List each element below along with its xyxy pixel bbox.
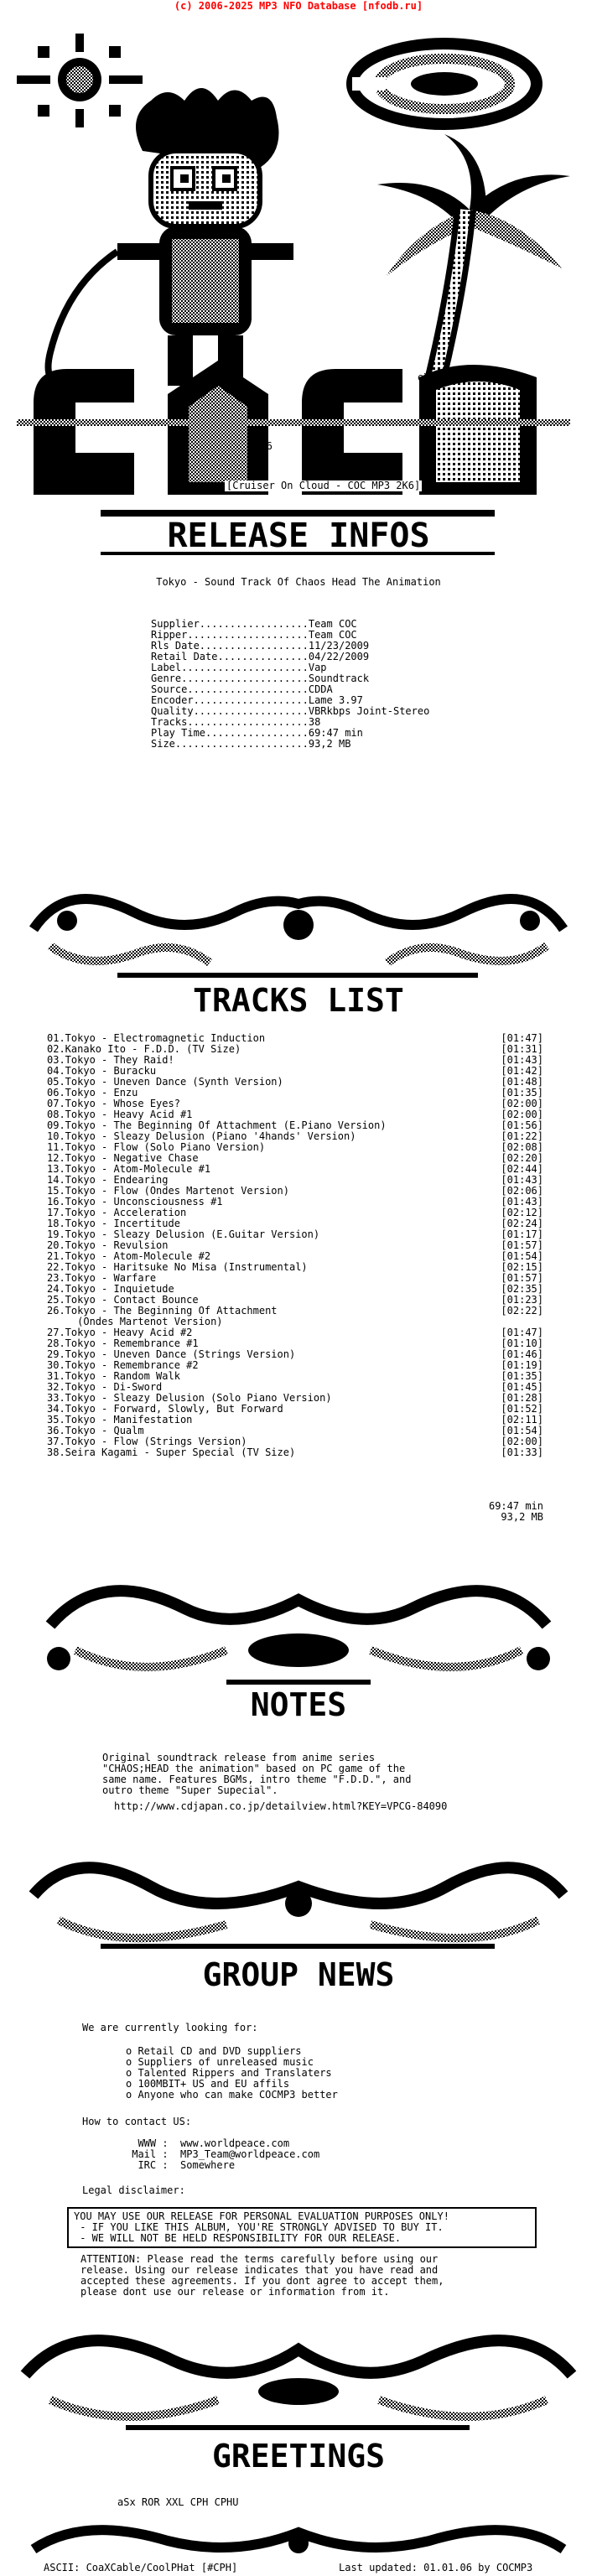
contact-row: Mail : MP3_Team@worldpeace.com (126, 2148, 320, 2160)
track-title: 33.Tokyo - Sleazy Delusion (Solo Piano Version) (47, 1392, 332, 1404)
track-time: [02:00] (501, 1436, 543, 1447)
track-time: [02:15] (501, 1261, 543, 1273)
track-title: 16.Tokyo - Unconsciousness #1 (47, 1196, 223, 1208)
track-time: [02:00] (501, 1098, 543, 1109)
notes-heading: NOTES (250, 1686, 347, 1723)
swirl-logo-icon (352, 44, 537, 124)
scroll-ornament-icon (25, 2340, 572, 2417)
release-info-row: Play Time.................69:47 min (151, 727, 363, 739)
track-time: [01:45] (501, 1381, 543, 1393)
contact-row: IRC : Somewhere (126, 2159, 236, 2171)
looking-for-item: o Retail CD and DVD suppliers (126, 2045, 302, 2057)
track-time: [01:23] (501, 1294, 543, 1306)
looking-for-item: o 100MBIT+ US and EU affils (126, 2078, 290, 2090)
track-time: [01:56] (501, 1119, 543, 1131)
track-title: 11.Tokyo - Flow (Solo Piano Version) (47, 1141, 266, 1153)
figure-icon (49, 88, 294, 386)
track-title: 36.Tokyo - Qualm (47, 1425, 144, 1436)
track-title: 38.Seira Kagami - Super Special (TV Size) (47, 1446, 296, 1458)
track-title: 31.Tokyo - Random Walk (47, 1370, 180, 1382)
looking-for-list (126, 2046, 545, 2101)
track-title: 37.Tokyo - Flow (Strings Version) (47, 1436, 247, 1447)
tracks-list-heading: TRACKS LIST (193, 982, 404, 1019)
footer-ascii-credit: ASCII: CoaXCable/CoolPHat [#CPH] (44, 2562, 238, 2573)
notes-ornament-art (0, 1566, 597, 1734)
attention-line: ATTENTION: Please read the terms carefully before using our (80, 2253, 439, 2265)
legal-heading: Legal disclaimer: (82, 2184, 185, 2196)
track-title: 22.Tokyo - Haritsuke No Misa (Instrumental) (47, 1261, 308, 1273)
track-time: [01:19] (501, 1359, 543, 1371)
track-title: 29.Tokyo - Uneven Dance (Strings Version) (47, 1348, 296, 1360)
coc-logo-icon (17, 361, 570, 495)
track-time: [02:20] (501, 1152, 543, 1164)
scroll-ornament-icon (47, 1591, 550, 1670)
track-time: [01:52] (501, 1403, 543, 1415)
track-time: [01:48] (501, 1076, 543, 1088)
attention-line: accepted these agreements. If you dont agree to accept them, (80, 2275, 444, 2287)
track-title: 25.Tokyo - Contact Bounce (47, 1294, 199, 1306)
greetings-names: aSx ROR XXL CPH CPHU (117, 2496, 239, 2508)
release-info-row: Quality...................VBRkbps Joint-Stereo (151, 705, 430, 717)
release-info-row: Tracks....................38 (151, 716, 321, 728)
track-time: [01:22] (501, 1130, 543, 1142)
looking-for-heading: We are currently looking for: (82, 2022, 258, 2033)
attention-text (80, 2254, 550, 2298)
release-info-list (151, 619, 503, 750)
credit-label: eXc/CPH (418, 371, 460, 383)
greetings-ornament-art (0, 2308, 597, 2484)
track-title: 08.Tokyo - Heavy Acid #1 (47, 1109, 193, 1120)
notes-line: Original soundtrack release from anime series (102, 1752, 376, 1763)
release-info-row: Ripper....................Team COC (151, 629, 357, 641)
release-info-row: Encoder...................Lame 3.97 (151, 694, 363, 706)
track-time: [01:35] (501, 1087, 543, 1098)
notes-url[interactable]: http://www.cdjapan.co.jp/detailview.html?KEY=VPCG-84090 (114, 1800, 448, 1812)
palm-tree-icon (377, 134, 570, 394)
track-title: 35.Tokyo - Manifestation (47, 1414, 193, 1426)
tracks-ornament-art (0, 879, 597, 1021)
track-time: [02:35] (501, 1283, 543, 1295)
track-time: [02:24] (501, 1218, 543, 1229)
track-time: [02:00] (501, 1109, 543, 1120)
track-time: [02:11] (501, 1414, 543, 1426)
track-title: 17.Tokyo - Acceleration (47, 1207, 187, 1218)
track-time: [01:43] (501, 1054, 543, 1066)
group-news-ornament-art (0, 1845, 597, 2004)
footer-updated: Last updated: 01.01.06 by COCMP3 (339, 2562, 533, 2573)
scroll-ornament-icon (34, 1867, 563, 1938)
track-list (47, 1033, 543, 1458)
notes-text (102, 1753, 572, 1796)
looking-for-item: o Talented Rippers and Translaters (126, 2067, 332, 2079)
track-title: 21.Tokyo - Atom-Molecule #2 (47, 1250, 211, 1262)
notes-line: "CHAOS;HEAD the animation" based on PC game of the (102, 1763, 406, 1774)
release-info-row: Source....................CDDA (151, 683, 333, 695)
track-time: [01:57] (501, 1272, 543, 1284)
track-title: 28.Tokyo - Remembrance #1 (47, 1337, 199, 1349)
greetings-heading: GREETINGS (212, 2438, 385, 2475)
track-time: [01:33] (501, 1446, 543, 1458)
track-title: 19.Tokyo - Sleazy Delusion (E.Guitar Version) (47, 1228, 320, 1240)
release-info-row: Label.....................Vap (151, 662, 327, 673)
track-title: 32.Tokyo - Di-Sword (47, 1381, 163, 1393)
track-time: [02:08] (501, 1141, 543, 1153)
track-title: 12.Tokyo - Negative Chase (47, 1152, 199, 1164)
contact-list (126, 2138, 461, 2171)
track-title: 23.Tokyo - Warfare (47, 1272, 157, 1284)
year-label: 2006 (248, 440, 273, 452)
track-title: 24.Tokyo - Inquietude (47, 1283, 174, 1295)
track-title: 03.Tokyo - They Raid! (47, 1054, 174, 1066)
track-time: [01:47] (501, 1032, 543, 1044)
attention-line: please dont use our release or information from it. (80, 2286, 390, 2298)
track-title: 09.Tokyo - The Beginning Of Attachment (E.Piano Version) (47, 1119, 387, 1131)
track-time: [01:42] (501, 1065, 543, 1077)
track-time: [01:57] (501, 1239, 543, 1251)
ascii-art-logo (0, 25, 597, 495)
track-title: 07.Tokyo - Whose Eyes? (47, 1098, 180, 1109)
track-title: 02.Kanako Ito - F.D.D. (TV Size) (47, 1043, 241, 1055)
track-time: [01:28] (501, 1392, 543, 1404)
total-size: 93,2 MB (501, 1511, 543, 1523)
track-title: 05.Tokyo - Uneven Dance (Synth Version) (47, 1076, 283, 1088)
release-info-row: Size......................93,2 MB (151, 738, 351, 750)
scroll-ornament-icon (34, 899, 563, 963)
disclaimer-box (67, 2207, 537, 2248)
release-infos-heading-art (0, 503, 597, 562)
track-time: [01:47] (501, 1327, 543, 1338)
release-info-row: Retail Date...............04/22/2009 (151, 651, 370, 662)
notes-line: same name. Features BGMs, intro theme "F.D.D.", and (102, 1774, 412, 1785)
track-title: 18.Tokyo - Incertitude (47, 1218, 180, 1229)
track-time: [01:35] (501, 1370, 543, 1382)
track-title: 10.Tokyo - Sleazy Delusion (Piano '4hands' Version) (47, 1130, 356, 1142)
total-time: 69:47 min (488, 1500, 543, 1512)
footer-ornament-art (0, 2520, 597, 2562)
track-time: [01:46] (501, 1348, 543, 1360)
track-title: (Ondes Martenot Version) (47, 1316, 223, 1327)
tagline: [Cruiser On Cloud - COC MP3 2K6] (226, 480, 421, 491)
track-time: [02:22] (501, 1305, 543, 1317)
track-time: [01:17] (501, 1228, 543, 1240)
group-news-heading: GROUP NEWS (202, 1956, 395, 1993)
track-title: 14.Tokyo - Endearing (47, 1174, 169, 1186)
track-row (47, 1447, 543, 1458)
track-time: [01:43] (501, 1196, 543, 1208)
track-title: 27.Tokyo - Heavy Acid #2 (47, 1327, 193, 1338)
track-title: 06.Tokyo - Enzu (47, 1087, 138, 1098)
track-time: [01:31] (501, 1043, 543, 1055)
track-time: [02:06] (501, 1185, 543, 1197)
disclaimer-line: YOU MAY USE OUR RELEASE FOR PERSONAL EVALUATION PURPOSES ONLY! (74, 2210, 449, 2222)
track-title: 04.Tokyo - Buracku (47, 1065, 157, 1077)
track-time: [02:44] (501, 1163, 543, 1175)
looking-for-item: o Anyone who can make COCMP3 better (126, 2089, 338, 2101)
contact-heading: How to contact US: (82, 2116, 192, 2127)
track-title: 13.Tokyo - Atom-Molecule #1 (47, 1163, 211, 1175)
looking-for-item: o Suppliers of unreleased music (126, 2056, 314, 2068)
notes-line: outro theme "Super Supecial". (102, 1784, 278, 1796)
track-time: [01:10] (501, 1337, 543, 1349)
copyright-header: (c) 2006-2025 MP3 NFO Database [nfodb.ru] (174, 0, 423, 12)
disclaimer-line: - WE WILL NOT BE HELD RESPONSIBILITY FOR OUR RELEASE. (74, 2232, 402, 2244)
track-time: [01:54] (501, 1250, 543, 1262)
sun-icon (17, 34, 143, 127)
release-title: Tokyo - Sound Track Of Chaos Head The Animation (156, 576, 441, 588)
release-info-row: Rls Date..................11/23/2009 (151, 640, 370, 652)
contact-row: WWW : www.worldpeace.com (126, 2137, 290, 2149)
release-infos-heading: RELEASE INFOS (167, 517, 430, 555)
release-info-row: Genre.....................Soundtrack (151, 673, 370, 684)
track-title: 15.Tokyo - Flow (Ondes Martenot Version) (47, 1185, 289, 1197)
track-title: 30.Tokyo - Remembrance #2 (47, 1359, 199, 1371)
track-time: [01:43] (501, 1174, 543, 1186)
track-title: 20.Tokyo - Revulsion (47, 1239, 169, 1251)
track-time: [02:12] (501, 1207, 543, 1218)
disclaimer-line: - IF YOU LIKE THIS ALBUM, YOU'RE STRONGLY ADVISED TO BUY IT. (74, 2221, 444, 2233)
release-info-row: Supplier..................Team COC (151, 618, 357, 630)
track-time: [01:54] (501, 1425, 543, 1436)
track-title: 26.Tokyo - The Beginning Of Attachment (47, 1305, 278, 1317)
track-title: 34.Tokyo - Forward, Slowly, But Forward (47, 1403, 283, 1415)
attention-line: release. Using our release indicates that you have read and (80, 2264, 439, 2276)
track-title: 01.Tokyo - Electromagnetic Induction (47, 1032, 266, 1044)
